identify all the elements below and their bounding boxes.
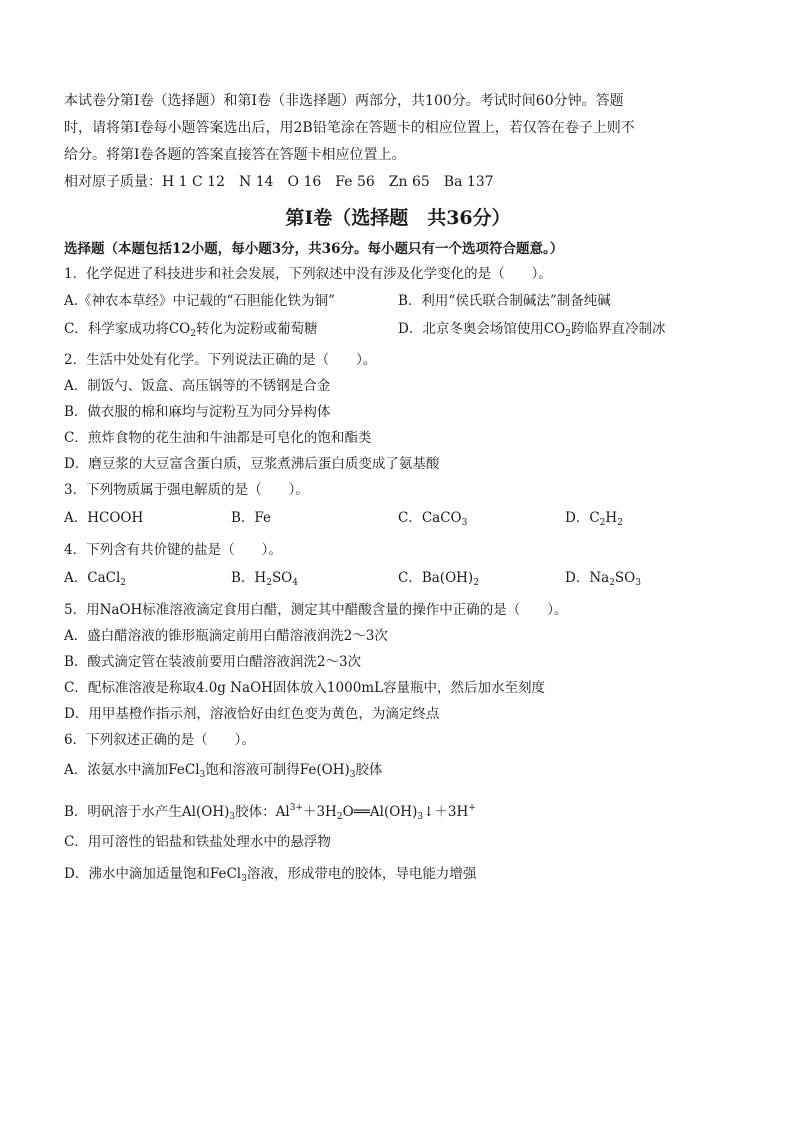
subscript: 3 — [241, 874, 247, 884]
subscript: 2 — [336, 812, 343, 822]
subscript: 3 — [229, 812, 236, 822]
text: 饱和溶液可制得Fe(OH) — [205, 762, 350, 778]
text: 转化为淀粉或葡萄糖 — [195, 321, 318, 337]
question-5-option-c: C．配标准溶液是称取4.0g NaOH固体放入1000mL容量瓶中，然后加水至刻度 — [64, 680, 546, 696]
text: SO — [614, 570, 636, 586]
text: D．沸水中滴加适量饱和FeCl — [64, 866, 242, 882]
subscript: 4 — [292, 578, 298, 588]
section-instruction: 选择题（本题包括12小题，每小题3分，共36分。每小题只有一个选项符合题意。） — [64, 241, 564, 257]
masses-label: 相对原子质量： — [64, 174, 162, 190]
question-5-option-a: A．盛白醋溶液的锥形瓶滴定前用白醋溶液润洗2～3次 — [64, 628, 388, 644]
question-4-option-b — [231, 563, 398, 593]
question-2-option-c: C．煎炸食物的花生油和牛油都是可皂化的饱和酯类 — [64, 430, 372, 446]
relative-atomic-masses — [64, 169, 732, 195]
question-4-option-a — [64, 563, 231, 593]
subscript: 2 — [617, 518, 623, 528]
question-1-options-row-2 — [64, 315, 732, 343]
text: A．浓氨水中滴加FeCl — [64, 762, 200, 778]
question-4-stem: 4．下列含有共价键的盐是（ ）。 — [64, 542, 282, 558]
instructions-line-3: 给分。将第Ⅰ卷各题的答案直接答在答题卡相应位置上。 — [64, 147, 406, 163]
instructions-line-2: 时，请将第Ⅰ卷每小题答案选出后，用2B铅笔涂在答题卡的相应位置上，若仅答在卷子上则不 — [64, 120, 635, 136]
question-1-stem: 1．化学促进了科技进步和社会发展，下列叙述中没有涉及化学变化的是（ ）。 — [64, 266, 552, 282]
question-6-option-d — [64, 859, 732, 889]
subscript: 3 — [461, 518, 468, 528]
question-4-option-d — [565, 563, 732, 593]
text: H — [605, 510, 618, 526]
section-title: 第Ⅰ卷（选择题 共36分） — [285, 207, 511, 229]
text: SO — [271, 570, 293, 586]
question-6-option-a — [64, 753, 732, 787]
mass-item: Zn 65 — [388, 174, 430, 190]
question-1-option-a: A.《神农本草经》中记载的“石胆能化铁为铜” — [64, 293, 335, 309]
text: D．北京冬奥会场馆使用CO — [398, 321, 566, 337]
question-6-option-b — [64, 795, 732, 829]
text: 胶体：Al — [235, 804, 290, 820]
question-6-option-c: C．用可溶性的铝盐和铁盐处理水中的悬浮物 — [64, 834, 331, 850]
text: ＋3H — [302, 804, 337, 820]
question-3-option-d — [565, 503, 732, 533]
question-3-option-b: B．Fe — [231, 510, 272, 526]
text: C．CaCO — [398, 510, 462, 526]
text: 胶体 — [355, 762, 383, 778]
superscript: + — [468, 803, 476, 813]
subscript: 3 — [199, 770, 206, 780]
text: C．Ba(OH) — [398, 570, 474, 586]
mass-item: N 14 — [239, 174, 274, 190]
superscript: 3+ — [289, 803, 303, 813]
question-1-option-b: B．利用“侯氏联合制碱法”制备纯碱 — [398, 293, 611, 309]
text: ↓＋3H — [423, 804, 469, 820]
question-3-options — [64, 503, 732, 533]
question-1-option-d — [398, 315, 732, 343]
question-1-option-c — [64, 315, 398, 343]
subscript: 2 — [120, 578, 127, 588]
question-5-stem: 5．用NaOH标准溶液滴定食用白醋，测定其中醋酸含量的操作中正确的是（ ）。 — [64, 602, 568, 618]
question-4-option-c — [398, 563, 565, 593]
subscript: 2 — [599, 518, 606, 528]
subscript: 2 — [473, 578, 479, 588]
text: O══Al(OH) — [342, 804, 418, 820]
question-2-stem: 2．生活中处处有化学。下列说法正确的是（ ）。 — [64, 352, 377, 368]
question-2-option-d: D．磨豆浆的大豆富含蛋白质，豆浆煮沸后蛋白质变成了氨基酸 — [64, 456, 440, 472]
question-1-options-row-1 — [64, 287, 732, 315]
question-2-option-b: B．做衣服的棉和麻均与淀粉互为同分异构体 — [64, 404, 331, 420]
question-3-option-c — [398, 503, 565, 533]
mass-item: Fe 56 — [335, 174, 375, 190]
mass-item: Ba 137 — [443, 174, 494, 190]
mass-item: O 16 — [287, 174, 322, 190]
question-5-option-b: B．酸式滴定管在装液前要用白醋溶液润洗2～3次 — [64, 654, 362, 670]
text: 溶液，形成带电的胶体，导电能力增强 — [246, 866, 477, 882]
text: 跨临界直冷制冰 — [570, 321, 666, 337]
subscript: 3 — [417, 812, 424, 822]
subscript: 3 — [635, 578, 641, 588]
question-6-stem: 6．下列叙述正确的是（ ）。 — [64, 732, 255, 748]
text: A．CaCl — [64, 570, 121, 586]
subscript: 2 — [190, 329, 196, 339]
text: C．科学家成功将CO — [64, 321, 191, 337]
question-2-option-a: A．制饭勺、饭盒、高压锅等的不锈钢是合金 — [64, 378, 331, 394]
text: D．Na — [565, 570, 610, 586]
mass-item: H 1 C 12 — [162, 174, 225, 190]
text: D．C — [565, 510, 600, 526]
text: B．H — [231, 570, 267, 586]
instructions-line-1: 本试卷分第Ⅰ卷（选择题）和第Ⅰ卷（非选择题）两部分，共100分。考试时间60分钟。答题 — [64, 93, 624, 109]
question-5-option-d: D．用甲基橙作指示剂，溶液恰好由红色变为黄色，为滴定终点 — [64, 706, 440, 722]
exam-page — [64, 88, 732, 889]
exam-instructions — [64, 88, 732, 169]
question-4-options — [64, 563, 732, 593]
question-3-stem: 3．下列物质属于强电解质的是（ ）。 — [64, 482, 309, 498]
subscript: 2 — [266, 578, 272, 588]
question-3-option-a: A．HCOOH — [64, 510, 144, 526]
text: B．明矾溶于水产生Al(OH) — [64, 804, 230, 820]
subscript: 2 — [565, 329, 571, 339]
subscript: 3 — [349, 770, 356, 780]
subscript: 2 — [609, 578, 615, 588]
